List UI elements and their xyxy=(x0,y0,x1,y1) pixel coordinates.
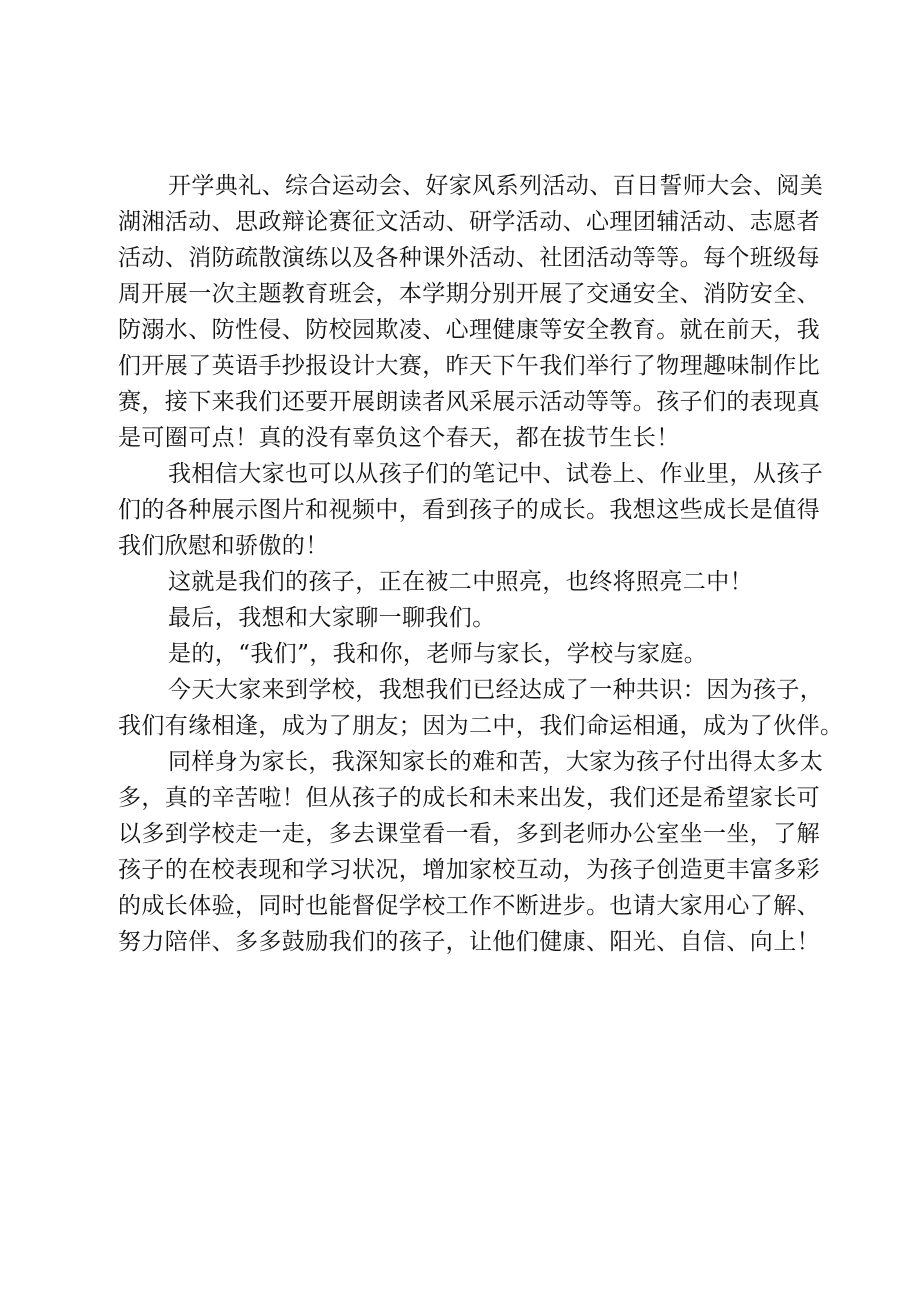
text-line: 最后，我想和大家聊一聊我们。 xyxy=(168,605,496,631)
text-line: 是可圈可点！真的没有辜负这个春天，都在拔节生长！ xyxy=(118,425,680,451)
text-line: 湖湘活动、思政辩论赛征文活动、研学活动、心理团辅活动、志愿者 xyxy=(118,209,820,235)
text-line: 以多到学校走一走，多去课堂看一看，多到老师办公室坐一坐，了解 xyxy=(118,821,820,847)
text-line: 防溺水、防性侵、防校园欺凌、心理健康等安全教育。就在前天，我 xyxy=(118,317,820,343)
text-line: 这就是我们的孩子，正在被二中照亮，也终将照亮二中！ xyxy=(168,569,753,595)
text-line: 开学典礼、综合运动会、好家风系列活动、百日誓师大会、阅美 xyxy=(168,173,824,199)
text-line: 今天大家来到学校，我想我们已经达成了一种共识：因为孩子， xyxy=(168,677,824,703)
text-line: 同样身为家长，我深知家长的难和苦，大家为孩子付出得太多太 xyxy=(168,749,824,775)
text-line: 努力陪伴、多多鼓励我们的孩子，让他们健康、阳光、自信、向上！ xyxy=(118,929,820,955)
text-line: 多，真的辛苦啦！但从孩子的成长和未来出发，我们还是希望家长可 xyxy=(118,785,820,811)
text-line: 活动、消防疏散演练以及各种课外活动、社团活动等等。每个班级每 xyxy=(118,245,820,271)
text-line: 赛，接下来我们还要开展朗读者风采展示活动等等。孩子们的表现真 xyxy=(118,389,820,415)
text-line: 孩子的在校表现和学习状况，增加家校互动，为孩子创造更丰富多彩 xyxy=(118,857,820,883)
text-line: 的成长体验，同时也能督促学校工作不断进步。也请大家用心了解、 xyxy=(118,893,820,919)
text-line: 我们有缘相逢，成为了朋友；因为二中，我们命运相通，成为了伙伴。 xyxy=(118,713,844,739)
text-line: 周开展一次主题教育班会，本学期分别开展了交通安全、消防安全、 xyxy=(118,281,820,307)
document-body xyxy=(118,168,844,960)
text-line: 我们欣慰和骄傲的！ xyxy=(118,533,329,559)
text-line: 们开展了英语手抄报设计大赛，昨天下午我们举行了物理趣味制作比 xyxy=(118,353,820,379)
text-line: 我相信大家也可以从孩子们的笔记中、试卷上、作业里，从孩子 xyxy=(168,461,824,487)
text-line: 是的，“我们”，我和你，老师与家长，学校与家庭。 xyxy=(168,641,708,667)
text-line: 们的各种展示图片和视频中，看到孩子的成长。我想这些成长是值得 xyxy=(118,497,820,523)
